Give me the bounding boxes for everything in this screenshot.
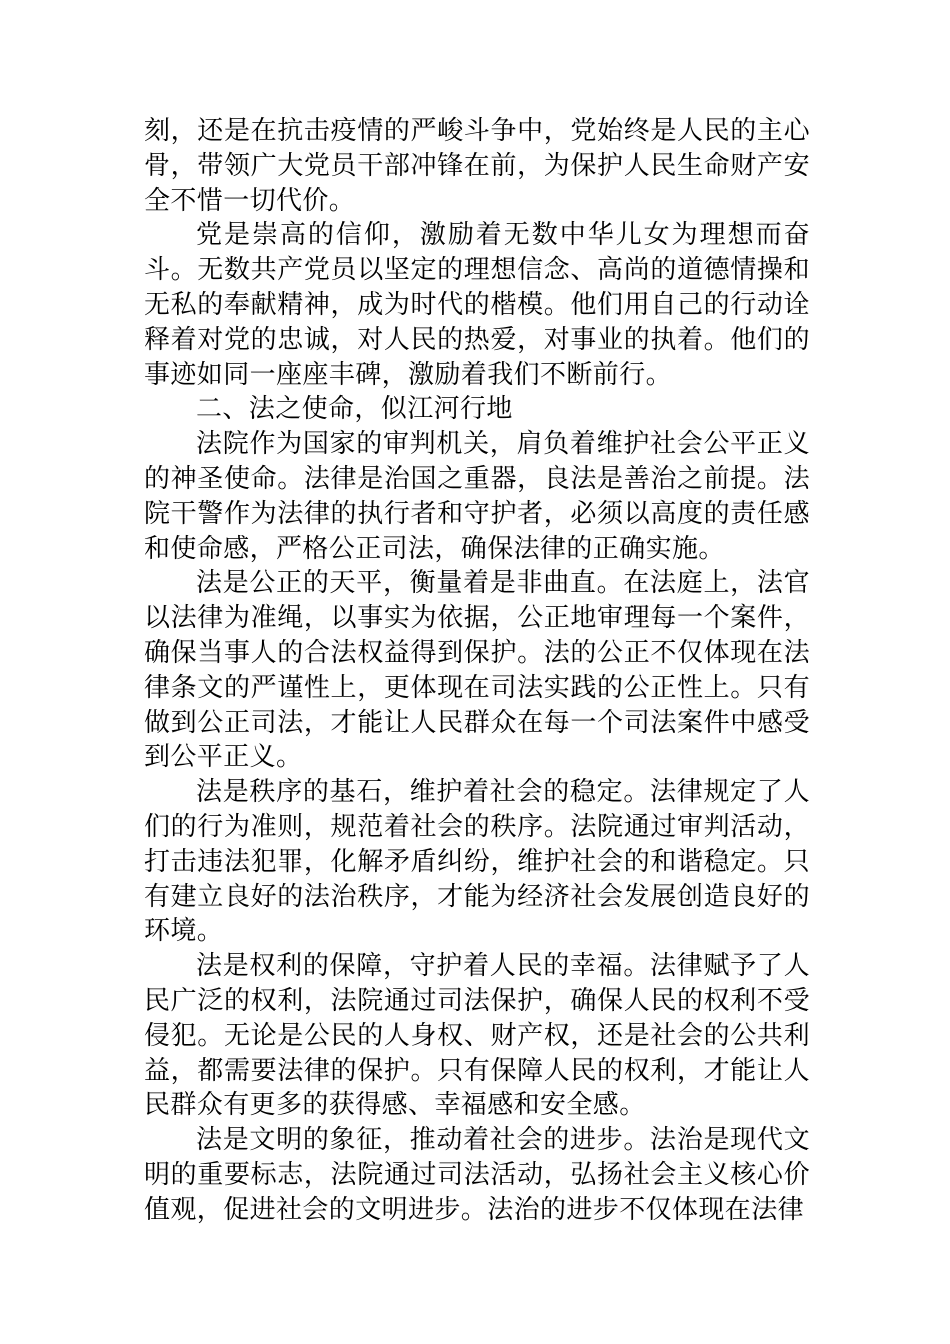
- paragraph-law-justice: 法是公正的天平，衡量着是非曲直。在法庭上，法官以法律为准绳，以事实为依据，公正地审理每一个案件，确保当事人的合法权益得到保护。法的公正不仅体现在法律条文的严谨性上，更体现在司法实践的公正性上。只有做到公正司法，才能让人民群众在每一个司法案件中感受到公平正义。: [144, 568, 810, 773]
- paragraph-continuation: 刻，还是在抗击疫情的严峻斗争中，党始终是人民的主心骨，带领广大党员干部冲锋在前，为保护人民生命财产安全不惜一切代价。: [144, 116, 810, 216]
- paragraph-law-civilization: 法是文明的象征，推动着社会的进步。法治是现代文明的重要标志，法院通过司法活动，弘扬社会主义核心价值观，促进社会的文明进步。法治的进步不仅体现在法律: [144, 1125, 810, 1225]
- section-heading-law-mission: 二、法之使命，似江河行地: [196, 394, 513, 425]
- document-body: [144, 114, 810, 1228]
- paragraph-law-rights: 法是权利的保障，守护着人民的幸福。法律赋予了人民广泛的权利，法院通过司法保护，确保人民的权利不受侵犯。无论是公民的人身权、财产权，还是社会的公共利益，都需要法律的保护。只有保障人民的权利，才能让人民群众有更多的获得感、幸福感和安全感。: [144, 951, 810, 1121]
- paragraph-law-order: 法是秩序的基石，维护着社会的稳定。法律规定了人们的行为准则，规范着社会的秩序。法院通过审判活动，打击违法犯罪，化解矛盾纠纷，维护社会的和谐稳定。只有建立良好的法治秩序，才能为经济社会发展创造良好的环境。: [144, 777, 810, 947]
- paragraph-court-mission: 法院作为国家的审判机关，肩负着维护社会公平正义的神圣使命。法律是治国之重器，良法是善治之前提。法院干警作为法律的执行者和守护者，必须以高度的责任感和使命感，严格公正司法，确保法律的正确实施。: [144, 429, 810, 564]
- paragraph-party-faith: 党是崇高的信仰，激励着无数中华儿女为理想而奋斗。无数共产党员以坚定的理想信念、高尚的道德情操和无私的奉献精神，成为时代的楷模。他们用自己的行动诠释着对党的忠诚，对人民的热爱，对事业的执着。他们的事迹如同一座座丰碑，激励着我们不断前行。: [144, 220, 810, 390]
